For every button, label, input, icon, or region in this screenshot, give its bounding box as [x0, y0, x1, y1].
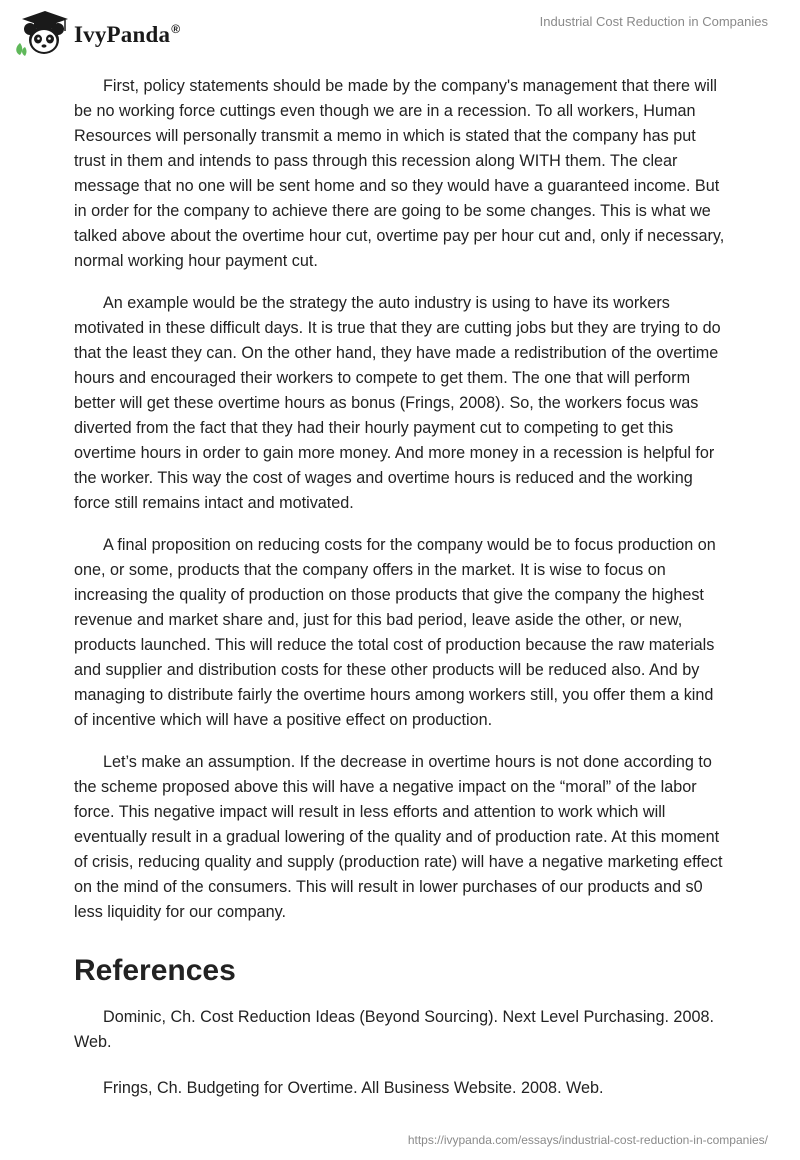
- essay-content: [74, 74, 728, 1122]
- essay-paragraph: First, policy statements should be made by the company's management that there will be no working force cuttings even though we are in a recession. To all workers, Human Resources will personally transmit a memo in which is stated that the company has put trust in them and intends to pass through this recession along WITH them. The clear message that no one will be sent home and so they would have a guaranteed income. But in order for the company to achieve there are going to be some changes. This is what we talked above about the overtime hour cut, overtime pay per hour cut and, only if necessary, normal working hour payment cut.: [74, 77, 725, 270]
- reference-item: Dominic, Ch. Cost Reduction Ideas (Beyond Sourcing). Next Level Purchasing. 2008. Web.: [74, 1008, 714, 1051]
- essay-paragraph: An example would be the strategy the auto industry is using to have its workers motivated in these difficult days. It is true that they are cutting jobs but they are trying to do that the least they can. On the other hand, they have made a redistribution of the overtime hours and encouraged their workers to compete to get them. The one that will perform better will get these overtime hours as bonus (Frings, 2008). So, the workers focus was diverted from the fact that they had their hourly payment cut to competing to get this overtime hours in order to gain more money. And more money in a recession is helpful for the worker. This way the cost of wages and overtime hours is reduced and the working force still remains intact and motivated.: [74, 294, 721, 512]
- brand-name: IvyPanda®: [74, 22, 181, 47]
- registered-mark: ®: [171, 22, 181, 37]
- footer-url[interactable]: https://ivypanda.com/essays/industrial-cost-reduction-in-companies/: [407, 1133, 768, 1147]
- document-title: Industrial Cost Reduction in Companies: [539, 14, 768, 29]
- panda-logo-icon: [14, 9, 70, 57]
- essay-paragraph: Let’s make an assumption. If the decrease in overtime hours is not done according to the scheme proposed above this will have a negative impact on the “moral” of the labor force. This negative impact will result in less efforts and attention to work which will eventually result in a gradual lowering of the quality and of production rate. At this moment of crisis, reducing quality and supply (production rate) will have a negative marketing effect on the mind of the consumers. This will result in lower purchases of our products and s0 less liquidity for our company.: [74, 753, 723, 921]
- essay-paragraph: A final proposition on reducing costs for the company would be to focus production on one, or some, products that the company offers in the market. It is wise to focus on increasing the quality of production on those products that give the company the highest revenue and market share and, just for this bad period, leave aside the other, or new, products launched. This will reduce the total cost of production because the raw materials and supplier and distribution costs for these other products will be reduced also. And by managing to distribute fairly the overtime hours among workers still, you offer them a kind of incentive which will have a positive effect on production.: [74, 536, 716, 729]
- ivypanda-logo[interactable]: [14, 8, 180, 58]
- page-header: [0, 0, 800, 64]
- reference-item: Frings, Ch. Budgeting for Overtime. All Business Website. 2008. Web.: [103, 1079, 604, 1097]
- references-heading: References: [74, 954, 236, 987]
